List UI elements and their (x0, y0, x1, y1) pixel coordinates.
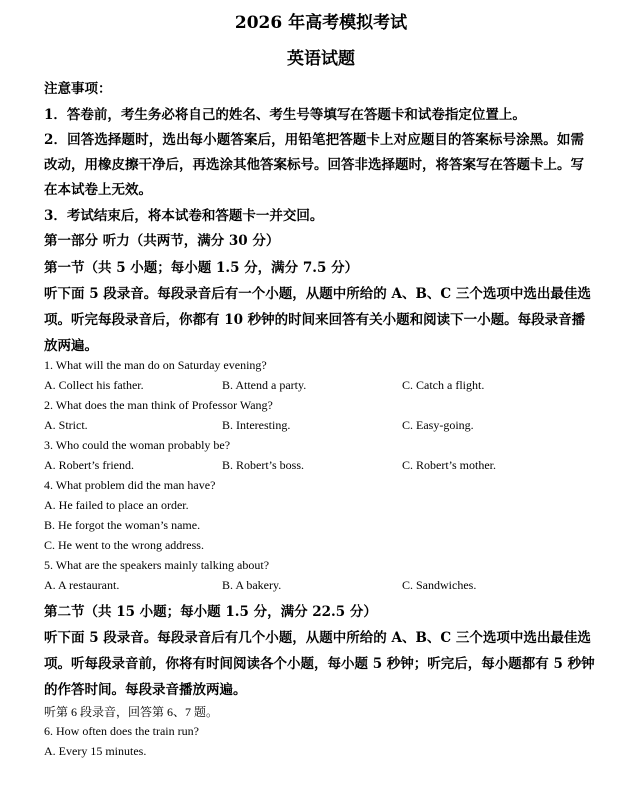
note-2-line-1: 2．回答选择题时，选出每小题答案后，用铅笔把答题卡上对应题目的答案标号涂黑。如需 (44, 132, 584, 148)
question-5-option-c: C. Sandwiches. (402, 578, 477, 592)
question-1-option-b: B. Attend a party. (222, 378, 307, 392)
note-1: 1．答卷前，考生务必将自己的姓名、考生号等填写在答题卡和试卷指定位置上。 (44, 107, 526, 123)
question-3-stem: 3. Who could the woman probably be? (44, 438, 231, 452)
question-3-option-c: C. Robert’s mother. (402, 458, 496, 472)
question-5-option-a: A. A restaurant. (44, 578, 120, 592)
question-2-option-b: B. Interesting. (222, 418, 291, 432)
question-3-option-a: A. Robert’s friend. (44, 458, 134, 472)
section2-instruction-line-2: 项。听每段录音前，你将有时间阅读各个小题，每小题 5 秒钟；听完后，每小题都有 5 秒钟 (44, 656, 595, 672)
question-4-option-a: A. He failed to place an order. (44, 498, 189, 512)
question-4-stem: 4. What problem did the man have? (44, 478, 216, 492)
recording-6-instruction: 听第 6 段录音，回答第 6、7 题。 (44, 705, 219, 719)
note-2-line-3: 在本试卷上无效。 (44, 182, 152, 198)
question-5-stem: 5. What are the speakers mainly talking about? (44, 558, 270, 572)
section1-instruction-line-3: 放两遍。 (44, 338, 98, 354)
note-2-line-2: 改动，用橡皮擦干净后，再选涂其他答案标号。回答非选择题时，将答案写在答题卡上。写 (44, 157, 584, 173)
question-3-option-b: B. Robert’s boss. (222, 458, 305, 472)
question-1-option-c: C. Catch a flight. (402, 378, 485, 392)
section2-heading: 第二节（共 15 小题；每小题 1.5 分，满分 22.5 分） (44, 604, 377, 620)
question-5-option-b: B. A bakery. (222, 578, 282, 592)
question-1-option-a: A. Collect his father. (44, 378, 144, 392)
section1-instruction-line-2: 项。听完每段录音后，你都有 10 秒钟的时间来回答有关小题和阅读下一小题。每段录音播 (44, 312, 586, 328)
exam-title: 2026 年高考模拟考试 (234, 13, 408, 33)
question-4-option-c: C. He went to the wrong address. (44, 538, 204, 552)
exam-subtitle: 英语试题 (287, 49, 355, 69)
section1-instruction-line-1: 听下面 5 段录音。每段录音后有一个小题，从题中所给的 A、B、C 三个选项中选出最佳选 (44, 286, 591, 302)
question-1-stem: 1. What will the man do on Saturday evening? (44, 358, 267, 372)
section1-heading: 第一节（共 5 小题；每小题 1.5 分，满分 7.5 分） (44, 260, 359, 276)
notes-heading: 注意事项： (44, 81, 112, 97)
section2-instruction-line-3: 的作答时间。每段录音播放两遍。 (44, 682, 247, 698)
question-2-option-c: C. Easy-going. (402, 418, 474, 432)
question-2-option-a: A. Strict. (44, 418, 88, 432)
question-2-stem: 2. What does the man think of Professor Wang? (44, 398, 273, 412)
note-3: 3．考试结束后，将本试卷和答题卡一并交回。 (44, 208, 324, 224)
question-6-stem: 6. How often does the train run? (44, 724, 199, 738)
section2-instruction-line-1: 听下面 5 段录音。每段录音后有几个小题，从题中所给的 A、B、C 三个选项中选出最佳选 (44, 630, 591, 646)
question-4-option-b: B. He forgot the woman’s name. (44, 518, 201, 532)
question-6-option-a: A. Every 15 minutes. (44, 744, 147, 758)
part1-heading: 第一部分 听力（共两节，满分 30 分） (44, 233, 280, 249)
